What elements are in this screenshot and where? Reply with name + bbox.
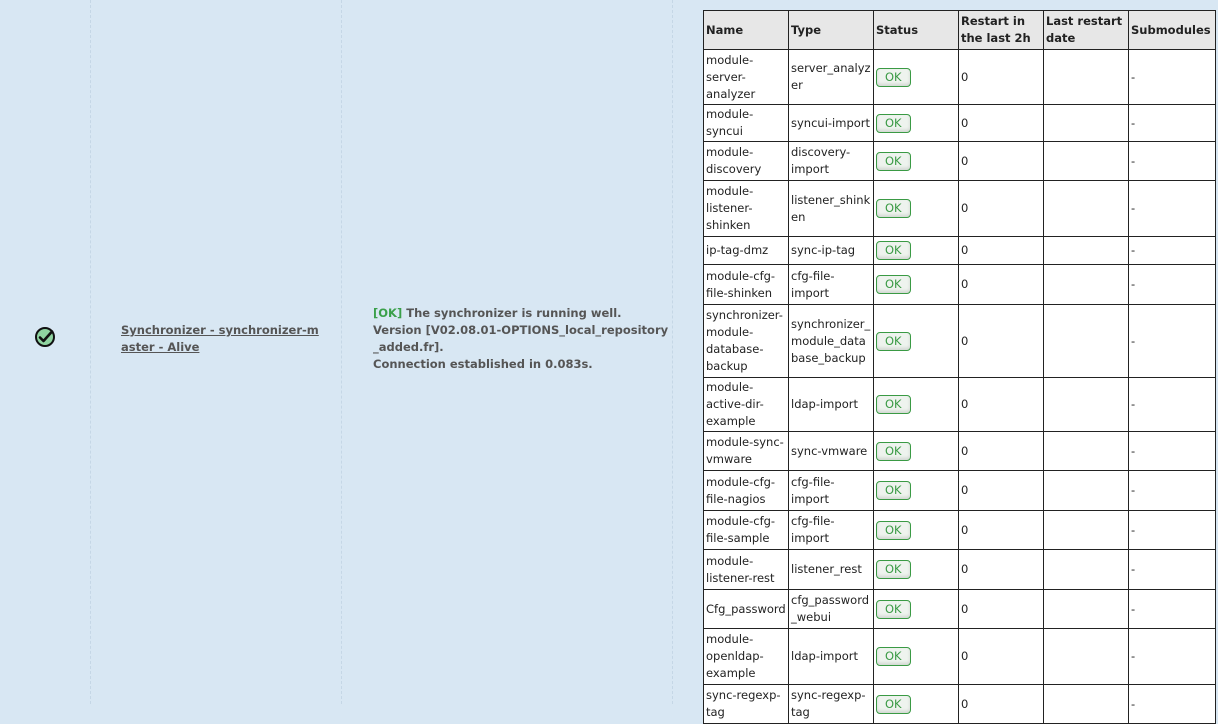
column-divider: [672, 0, 673, 704]
module-name: module-listener-shinken: [704, 181, 789, 237]
last-restart-date: [1044, 142, 1129, 181]
last-restart-date: [1044, 550, 1129, 590]
last-restart-date: [1044, 378, 1129, 432]
last-restart-date: [1044, 511, 1129, 550]
last-restart-date: [1044, 181, 1129, 237]
restart-count: 0: [959, 511, 1044, 550]
submodules: -: [1129, 181, 1216, 237]
restart-count: 0: [959, 629, 1044, 685]
module-type: synchronizer_module_database_backup: [789, 305, 874, 378]
submodules: -: [1129, 471, 1216, 511]
last-restart-date: [1044, 590, 1129, 629]
ok-status-badge[interactable]: OK: [876, 68, 911, 87]
module-name: sync-regexp-tag: [704, 685, 789, 724]
module-status: [874, 511, 959, 550]
restart-count: 0: [959, 378, 1044, 432]
table-row: [704, 378, 1216, 432]
module-status: [874, 378, 959, 432]
restart-count: 0: [959, 305, 1044, 378]
module-name: module-openldap-example: [704, 629, 789, 685]
ok-status-badge[interactable]: OK: [876, 442, 911, 461]
module-name: module-active-dir-example: [704, 378, 789, 432]
ok-status-badge[interactable]: OK: [876, 521, 911, 540]
header-submodules: Submodules: [1129, 11, 1216, 50]
module-status: [874, 550, 959, 590]
module-type: cfg-file-import: [789, 265, 874, 305]
submodules: -: [1129, 685, 1216, 724]
table-body: [704, 50, 1216, 724]
module-type: sync-vmware: [789, 432, 874, 471]
ok-status-badge[interactable]: OK: [876, 647, 911, 666]
last-restart-date: [1044, 50, 1129, 105]
module-type: ldap-import: [789, 378, 874, 432]
submodules: -: [1129, 142, 1216, 181]
module-status: [874, 305, 959, 378]
connection-line: Connection established in 0.083s.: [373, 357, 593, 371]
module-name: module-sync-vmware: [704, 432, 789, 471]
module-status: [874, 685, 959, 724]
module-type: syncui-import: [789, 105, 874, 142]
module-name: module-discovery: [704, 142, 789, 181]
module-status: [874, 590, 959, 629]
submodules: -: [1129, 50, 1216, 105]
table-row: [704, 105, 1216, 142]
status-ok-tag: [OK]: [373, 306, 403, 320]
modules-table: [703, 10, 1216, 724]
ok-status-badge[interactable]: OK: [876, 241, 911, 260]
module-status: [874, 629, 959, 685]
module-status: [874, 265, 959, 305]
ok-status-badge[interactable]: OK: [876, 199, 911, 218]
synchronizer-link[interactable]: Synchronizer - synchronizer-master - Alive: [121, 323, 319, 354]
table-header-row: [704, 11, 1216, 50]
version-line: Version [V02.08.01-OPTIONS_local_repository_added.fr].: [373, 323, 669, 354]
synchronizer-status-message: [373, 305, 669, 373]
module-status: [874, 142, 959, 181]
table-row: [704, 142, 1216, 181]
module-status: [874, 50, 959, 105]
module-type: sync-ip-tag: [789, 237, 874, 265]
restart-count: 0: [959, 590, 1044, 629]
restart-count: 0: [959, 105, 1044, 142]
module-name: Cfg_password: [704, 590, 789, 629]
submodules: -: [1129, 265, 1216, 305]
ok-status-badge[interactable]: OK: [876, 560, 911, 579]
ok-status-badge[interactable]: OK: [876, 332, 911, 351]
module-status: [874, 237, 959, 265]
last-restart-date: [1044, 432, 1129, 471]
restart-count: 0: [959, 50, 1044, 105]
table-row: [704, 181, 1216, 237]
module-type: sync-regexp-tag: [789, 685, 874, 724]
table-row: [704, 50, 1216, 105]
module-type: cfg-file-import: [789, 511, 874, 550]
module-type: listener_shinken: [789, 181, 874, 237]
header-restart-count: Restart in the last 2h: [959, 11, 1044, 50]
restart-count: 0: [959, 265, 1044, 305]
table-row: [704, 511, 1216, 550]
ok-status-badge[interactable]: OK: [876, 152, 911, 171]
header-type: Type: [789, 11, 874, 50]
submodules: -: [1129, 511, 1216, 550]
restart-count: 0: [959, 237, 1044, 265]
module-name: module-listener-rest: [704, 550, 789, 590]
ok-status-badge[interactable]: OK: [876, 275, 911, 294]
module-type: ldap-import: [789, 629, 874, 685]
last-restart-date: [1044, 305, 1129, 378]
module-type: discovery-import: [789, 142, 874, 181]
last-restart-date: [1044, 685, 1129, 724]
last-restart-date: [1044, 105, 1129, 142]
submodules: -: [1129, 378, 1216, 432]
module-name: module-syncui: [704, 105, 789, 142]
column-divider: [341, 0, 342, 704]
module-status: [874, 471, 959, 511]
header-last-restart: Last restart date: [1044, 11, 1129, 50]
module-type: cfg_password_webui: [789, 590, 874, 629]
table-row: [704, 471, 1216, 511]
restart-count: 0: [959, 432, 1044, 471]
module-status: [874, 105, 959, 142]
restart-count: 0: [959, 142, 1044, 181]
table-row: [704, 685, 1216, 724]
module-name: module-cfg-file-nagios: [704, 471, 789, 511]
header-status: Status: [874, 11, 959, 50]
last-restart-date: [1044, 471, 1129, 511]
ok-status-badge[interactable]: OK: [876, 695, 911, 714]
module-name: ip-tag-dmz: [704, 237, 789, 265]
table-row: [704, 265, 1216, 305]
submodules: -: [1129, 590, 1216, 629]
last-restart-date: [1044, 265, 1129, 305]
submodules: -: [1129, 237, 1216, 265]
table-row: [704, 305, 1216, 378]
check-circle-icon: [34, 326, 56, 348]
module-name: synchronizer-module-database-backup: [704, 305, 789, 378]
restart-count: 0: [959, 181, 1044, 237]
module-name: module-cfg-file-shinken: [704, 265, 789, 305]
table-row: [704, 550, 1216, 590]
ok-status-badge[interactable]: OK: [876, 481, 911, 500]
module-status: [874, 432, 959, 471]
ok-status-badge[interactable]: OK: [876, 114, 911, 133]
ok-status-badge[interactable]: OK: [876, 395, 911, 414]
module-name: module-cfg-file-sample: [704, 511, 789, 550]
submodules: -: [1129, 432, 1216, 471]
column-divider: [90, 0, 91, 704]
submodules: -: [1129, 629, 1216, 685]
restart-count: 0: [959, 685, 1044, 724]
ok-status-badge[interactable]: OK: [876, 600, 911, 619]
table-row: [704, 590, 1216, 629]
table-row: [704, 629, 1216, 685]
module-type: cfg-file-import: [789, 471, 874, 511]
submodules: -: [1129, 105, 1216, 142]
restart-count: 0: [959, 550, 1044, 590]
submodules: -: [1129, 305, 1216, 378]
header-name: Name: [704, 11, 789, 50]
last-restart-date: [1044, 237, 1129, 265]
table-row: [704, 432, 1216, 471]
status-line: The synchronizer is running well.: [406, 306, 622, 320]
module-type: listener_rest: [789, 550, 874, 590]
restart-count: 0: [959, 471, 1044, 511]
module-name: module-server-analyzer: [704, 50, 789, 105]
submodules: -: [1129, 550, 1216, 590]
last-restart-date: [1044, 629, 1129, 685]
module-type: server_analyzer: [789, 50, 874, 105]
table-row: [704, 237, 1216, 265]
module-status: [874, 181, 959, 237]
